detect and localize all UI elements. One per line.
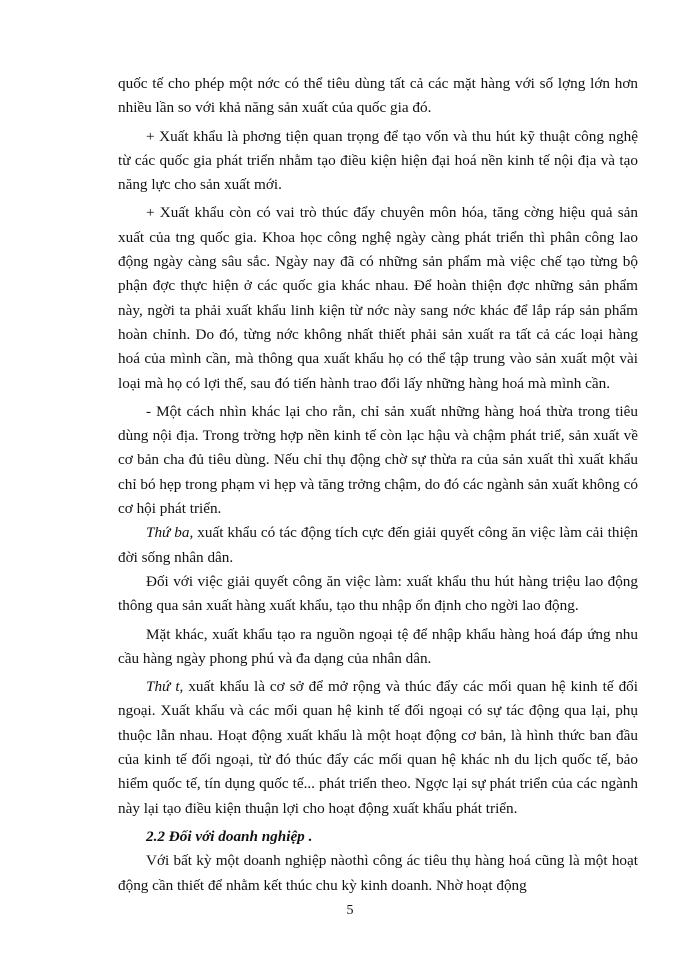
paragraph-6: Đối với việc giải quyết công ăn việc làm: xuất khẩu thu hút hàng triệu lao động thông qua sản xuất hàng xuất khẩu, tạo thu nhập ổn định cho ngời lao động.: [118, 572, 638, 615]
paragraph-5: [118, 521, 638, 570]
paragraph-8-body: , xuất khẩu là cơ sở để mở rộng và thúc đẩy các mối quan hệ kinh tế đối ngoại. Xuất khẩu và các mối quan hệ kinh tế đối ngoại có sự tác động qua lại, phụ thuộc lẫn nhau. Hoạt động xuất khẩu là một hoạt động cơ bản, là hình thức ban đầu của kinh tế đối ngoại, từ đó thúc đẩy các mối quan hệ khác nh du lịch quốc tế, bảo hiểm quốc tế, tín dụng quốc tế... phát triển theo. Ngợc lại sự phát triển của các ngành này lại tạo điều kiện thuận lợi cho hoạt động xuất khẩu phát triển.: [118, 678, 638, 817]
paragraph-5-lead: Thứ ba: [146, 524, 190, 542]
paragraph-5-body: , xuất khẩu có tác động tích cực đến giải quyết công ăn việc làm cải thiện đời sống nhân dân.: [118, 524, 638, 566]
paragraph-4: - Một cách nhìn khác lại cho rằn, chỉ sản xuất những hàng hoá thừa trong tiêu dùng nội địa. Trong trờng hợp nền kinh tế còn lạc hậu và chậm phát triể, sản xuất về cơ bản cha đủ tiêu dùng. Nếu chỉ thụ động chờ sự thừa ra của sản xuất thì xuất khẩu chỉ bó hẹp trong phạm vi hẹp và tăng trởng chậm, do đó các ngành sản xuất không có cơ hội phát triển.: [118, 402, 638, 518]
paragraph-2: + Xuất khẩu là phơng tiện quan trọng để tạo vốn và thu hút kỹ thuật công nghệ từ các quốc gia phát triển nhằm tạo điều kiện hiện đại hoá nền kinh tế nội địa và tạo năng lực cho sản xuất mới.: [118, 127, 638, 194]
paragraph-8-lead: Thứ t: [146, 678, 180, 696]
paragraph-1: quốc tế cho phép một nớc có thể tiêu dùng tất cả các mặt hàng với số lợng lớn hơn nhiều lần so với khả năng sản xuất của quốc gia đó.: [118, 75, 638, 117]
paragraph-7: Mặt khác, xuất khẩu tạo ra nguồn ngoại tệ để nhập khẩu hàng hoá đáp ứng nhu cầu hàng ngày phong phú và đa dạng của nhân dân.: [118, 625, 638, 667]
paragraph-3: + Xuất khẩu còn có vai trò thúc đẩy chuyên môn hóa, tăng cờng hiệu quả sản xuất của tng quốc gia. Khoa học công nghệ ngày càng phát triển thì phân công lao động ngày càng sâu sắc. Ngày nay đã có những sản phẩm mà việc chế tạo từng bộ phận đợc thực hiện ở các quốc gia khác nhau. Để hoàn thiện đợc những sản phẩm này, ngời ta phải xuất khẩu linh kiện từ nớc này sang nớc khác để lắp ráp sản phẩm hoàn chỉnh. Do đó, từng nớc không nhất thiết phải sản xuất ra tất cả các loại hàng hoá của mình cần, mà thông qua xuất khẩu họ có thể tập trung vào sản xuất một vài loại mà họ có lợi thế, sau đó tiến hành trao đổi lấy những hàng hoá mà mình cần.: [118, 204, 638, 392]
paragraph-8: [118, 675, 638, 821]
page-number: 5: [346, 903, 354, 918]
body-text: [118, 72, 638, 898]
section-heading: 2.2 Đối với doanh nghiệp .: [146, 827, 313, 845]
paragraph-10: Với bất kỳ một doanh nghiệp nàothì công ác tiêu thụ hàng hoá cũng là một hoạt động cần thiết để nhằm kết thúc chu kỳ kinh doanh. Nhờ hoạt động: [118, 852, 638, 894]
